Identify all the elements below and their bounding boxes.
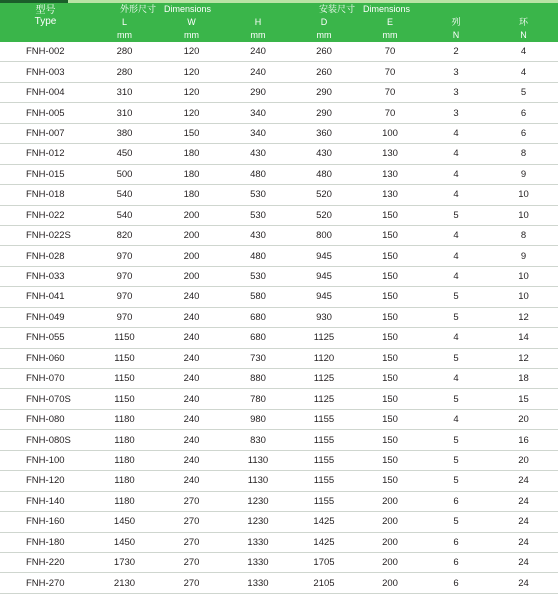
cell-rows-count: 5 <box>423 471 489 491</box>
cell-d: 945 <box>291 246 357 266</box>
cell-d: 1155 <box>291 430 357 450</box>
table-row <box>0 266 558 286</box>
cell-w: 240 <box>158 328 225 348</box>
table-row <box>0 389 558 409</box>
cell-w: 240 <box>158 348 225 368</box>
cell-e: 200 <box>357 552 423 572</box>
cell-e: 150 <box>357 307 423 327</box>
install-dimensions-label-en-cell <box>357 3 423 16</box>
cell-rows-count: 3 <box>423 82 489 102</box>
cell-h: 780 <box>225 389 291 409</box>
table-row <box>0 430 558 450</box>
cell-e: 70 <box>357 42 423 62</box>
cell-rings-count: 10 <box>489 266 558 286</box>
cell-h: 240 <box>225 42 291 62</box>
cell-model: FNH-003 <box>0 62 91 82</box>
cell-model: FNH-270 <box>0 573 91 593</box>
cell-e: 200 <box>357 491 423 511</box>
cell-e: 200 <box>357 532 423 552</box>
cell-l: 1150 <box>91 369 158 389</box>
unit-h: mm <box>225 29 291 42</box>
cell-d: 1155 <box>291 491 357 511</box>
cell-rows-count: 4 <box>423 409 489 429</box>
table-row <box>0 552 558 572</box>
cell-l: 1180 <box>91 471 158 491</box>
cell-d: 800 <box>291 225 357 245</box>
cell-h: 530 <box>225 185 291 205</box>
cell-l: 380 <box>91 123 158 143</box>
cell-w: 270 <box>158 532 225 552</box>
cell-e: 150 <box>357 471 423 491</box>
type-header-cn: 型号 <box>35 5 56 16</box>
header-spacer <box>489 3 558 16</box>
table-row <box>0 144 558 164</box>
cell-l: 1180 <box>91 409 158 429</box>
cell-e: 150 <box>357 205 423 225</box>
cell-rings-count: 20 <box>489 450 558 470</box>
cell-model: FNH-070S <box>0 389 91 409</box>
cell-rings-count: 24 <box>489 471 558 491</box>
cell-rings-count: 18 <box>489 369 558 389</box>
column-header-rings-count: 环 <box>489 16 558 29</box>
cell-rows-count: 2 <box>423 42 489 62</box>
cell-h: 1330 <box>225 552 291 572</box>
cell-h: 1330 <box>225 573 291 593</box>
cell-e: 130 <box>357 164 423 184</box>
cell-model: FNH-022 <box>0 205 91 225</box>
cell-model: FNH-022S <box>0 225 91 245</box>
outer-dimensions-label-cn: 外形尺寸 <box>119 4 156 14</box>
outer-dimensions-label-cn-cell <box>91 3 158 16</box>
cell-rings-count: 24 <box>489 552 558 572</box>
cell-rings-count: 5 <box>489 82 558 102</box>
cell-d: 1425 <box>291 532 357 552</box>
table-row <box>0 450 558 470</box>
cell-l: 1150 <box>91 328 158 348</box>
cell-w: 180 <box>158 185 225 205</box>
install-dimensions-label-en: Dimensions <box>363 4 411 14</box>
cell-w: 120 <box>158 42 225 62</box>
cell-e: 70 <box>357 62 423 82</box>
cell-e: 200 <box>357 512 423 532</box>
cell-e: 200 <box>357 573 423 593</box>
cell-h: 980 <box>225 409 291 429</box>
outer-dimensions-label-en: Dimensions <box>164 4 212 14</box>
unit-w: mm <box>158 29 225 42</box>
cell-rows-count: 5 <box>423 389 489 409</box>
column-header-rows-count: 列 <box>423 16 489 29</box>
cell-d: 1155 <box>291 471 357 491</box>
cell-d: 480 <box>291 164 357 184</box>
cell-e: 100 <box>357 123 423 143</box>
cell-e: 150 <box>357 348 423 368</box>
cell-model: FNH-049 <box>0 307 91 327</box>
cell-model: FNH-070 <box>0 369 91 389</box>
cell-w: 240 <box>158 389 225 409</box>
cell-l: 500 <box>91 164 158 184</box>
cell-model: FNH-080 <box>0 409 91 429</box>
cell-rings-count: 16 <box>489 430 558 450</box>
cell-w: 240 <box>158 307 225 327</box>
cell-rows-count: 5 <box>423 430 489 450</box>
cell-rings-count: 4 <box>489 42 558 62</box>
cell-rings-count: 24 <box>489 491 558 511</box>
header-spacer <box>423 3 489 16</box>
cell-h: 1130 <box>225 450 291 470</box>
cell-rings-count: 6 <box>489 103 558 123</box>
cell-w: 240 <box>158 450 225 470</box>
cell-rows-count: 3 <box>423 62 489 82</box>
cell-d: 1120 <box>291 348 357 368</box>
table-row <box>0 409 558 429</box>
cell-d: 1125 <box>291 389 357 409</box>
cell-w: 200 <box>158 225 225 245</box>
cell-h: 1230 <box>225 491 291 511</box>
cell-e: 150 <box>357 266 423 286</box>
cell-rings-count: 12 <box>489 307 558 327</box>
cell-e: 150 <box>357 450 423 470</box>
cell-rings-count: 10 <box>489 205 558 225</box>
table-row <box>0 287 558 307</box>
cell-h: 680 <box>225 328 291 348</box>
cell-w: 240 <box>158 471 225 491</box>
cell-rows-count: 4 <box>423 369 489 389</box>
cell-w: 270 <box>158 512 225 532</box>
table-row <box>0 348 558 368</box>
cell-d: 520 <box>291 205 357 225</box>
cell-rings-count: 24 <box>489 532 558 552</box>
cell-d: 360 <box>291 123 357 143</box>
cell-rows-count: 5 <box>423 348 489 368</box>
cell-l: 970 <box>91 307 158 327</box>
cell-model: FNH-055 <box>0 328 91 348</box>
cell-rings-count: 24 <box>489 573 558 593</box>
cell-h: 1230 <box>225 512 291 532</box>
header-spacer <box>225 3 291 16</box>
cell-rings-count: 9 <box>489 246 558 266</box>
table-row <box>0 123 558 143</box>
cell-l: 310 <box>91 103 158 123</box>
table-row <box>0 42 558 62</box>
cell-d: 290 <box>291 103 357 123</box>
cell-l: 1450 <box>91 532 158 552</box>
cell-rings-count: 8 <box>489 225 558 245</box>
column-header-d: D <box>291 16 357 29</box>
cell-w: 200 <box>158 266 225 286</box>
cell-w: 270 <box>158 573 225 593</box>
cell-rings-count: 4 <box>489 62 558 82</box>
cell-h: 480 <box>225 164 291 184</box>
table-row <box>0 471 558 491</box>
cell-l: 1180 <box>91 450 158 470</box>
cell-l: 450 <box>91 144 158 164</box>
column-header-l: L <box>91 16 158 29</box>
cell-model: FNH-120 <box>0 471 91 491</box>
cell-rows-count: 6 <box>423 491 489 511</box>
cell-l: 970 <box>91 246 158 266</box>
unit-rows-count: N <box>423 29 489 42</box>
cell-rows-count: 6 <box>423 532 489 552</box>
cell-e: 150 <box>357 430 423 450</box>
cell-model: FNH-100 <box>0 450 91 470</box>
cell-l: 1180 <box>91 491 158 511</box>
cell-h: 1330 <box>225 532 291 552</box>
cell-rings-count: 15 <box>489 389 558 409</box>
cell-l: 540 <box>91 185 158 205</box>
cell-e: 150 <box>357 287 423 307</box>
cell-rings-count: 10 <box>489 287 558 307</box>
cell-model: FNH-007 <box>0 123 91 143</box>
cell-l: 2130 <box>91 573 158 593</box>
cell-model: FNH-041 <box>0 287 91 307</box>
cell-e: 150 <box>357 328 423 348</box>
cell-l: 280 <box>91 62 158 82</box>
cell-rows-count: 4 <box>423 266 489 286</box>
cell-l: 1150 <box>91 348 158 368</box>
table-row <box>0 103 558 123</box>
dimensions-table <box>0 3 558 594</box>
cell-l: 820 <box>91 225 158 245</box>
cell-d: 260 <box>291 42 357 62</box>
cell-d: 1155 <box>291 450 357 470</box>
cell-e: 130 <box>357 144 423 164</box>
cell-w: 240 <box>158 287 225 307</box>
table-row <box>0 82 558 102</box>
cell-model: FNH-015 <box>0 164 91 184</box>
table-row <box>0 512 558 532</box>
cell-rows-count: 6 <box>423 552 489 572</box>
cell-h: 730 <box>225 348 291 368</box>
cell-d: 1425 <box>291 512 357 532</box>
cell-h: 290 <box>225 82 291 102</box>
cell-h: 340 <box>225 103 291 123</box>
column-header-w: W <box>158 16 225 29</box>
table-row <box>0 62 558 82</box>
cell-l: 310 <box>91 82 158 102</box>
cell-l: 1180 <box>91 430 158 450</box>
cell-model: FNH-004 <box>0 82 91 102</box>
cell-d: 2105 <box>291 573 357 593</box>
cell-h: 430 <box>225 225 291 245</box>
column-header-e: E <box>357 16 423 29</box>
cell-h: 480 <box>225 246 291 266</box>
cell-model: FNH-060 <box>0 348 91 368</box>
cell-rows-count: 4 <box>423 225 489 245</box>
cell-model: FNH-018 <box>0 185 91 205</box>
cell-rings-count: 8 <box>489 144 558 164</box>
cell-l: 280 <box>91 42 158 62</box>
cell-rows-count: 6 <box>423 573 489 593</box>
header-row-groups <box>0 3 558 16</box>
cell-w: 120 <box>158 103 225 123</box>
cell-model: FNH-180 <box>0 532 91 552</box>
cell-model: FNH-160 <box>0 512 91 532</box>
cell-l: 970 <box>91 266 158 286</box>
unit-e: mm <box>357 29 423 42</box>
table-row <box>0 246 558 266</box>
cell-d: 930 <box>291 307 357 327</box>
cell-rows-count: 5 <box>423 512 489 532</box>
cell-rows-count: 4 <box>423 328 489 348</box>
cell-e: 130 <box>357 185 423 205</box>
cell-h: 530 <box>225 205 291 225</box>
cell-w: 270 <box>158 552 225 572</box>
cell-rings-count: 14 <box>489 328 558 348</box>
unit-header-spacer <box>0 29 91 42</box>
cell-h: 240 <box>225 62 291 82</box>
cell-rings-count: 10 <box>489 185 558 205</box>
cell-w: 180 <box>158 144 225 164</box>
cell-e: 150 <box>357 369 423 389</box>
cell-e: 150 <box>357 389 423 409</box>
cell-d: 260 <box>291 62 357 82</box>
cell-l: 540 <box>91 205 158 225</box>
table-row <box>0 369 558 389</box>
cell-d: 1155 <box>291 409 357 429</box>
install-dimensions-label-cn-cell <box>291 3 357 16</box>
table-row <box>0 205 558 225</box>
cell-w: 200 <box>158 246 225 266</box>
cell-rows-count: 4 <box>423 144 489 164</box>
cell-rows-count: 4 <box>423 164 489 184</box>
table-row <box>0 225 558 245</box>
cell-l: 1730 <box>91 552 158 572</box>
cell-model: FNH-080S <box>0 430 91 450</box>
cell-rows-count: 5 <box>423 205 489 225</box>
install-dimensions-label-cn: 安装尺寸 <box>318 4 355 14</box>
cell-rows-count: 5 <box>423 287 489 307</box>
cell-h: 580 <box>225 287 291 307</box>
cell-w: 120 <box>158 82 225 102</box>
cell-rows-count: 3 <box>423 103 489 123</box>
cell-w: 240 <box>158 430 225 450</box>
cell-e: 150 <box>357 225 423 245</box>
table-row <box>0 573 558 593</box>
cell-model: FNH-012 <box>0 144 91 164</box>
cell-h: 530 <box>225 266 291 286</box>
cell-w: 240 <box>158 369 225 389</box>
table-row <box>0 532 558 552</box>
cell-rings-count: 24 <box>489 512 558 532</box>
cell-e: 70 <box>357 103 423 123</box>
cell-w: 240 <box>158 409 225 429</box>
cell-rings-count: 20 <box>489 409 558 429</box>
table-row <box>0 491 558 511</box>
cell-w: 200 <box>158 205 225 225</box>
type-column-header <box>0 3 91 29</box>
cell-d: 520 <box>291 185 357 205</box>
table-row <box>0 164 558 184</box>
cell-d: 430 <box>291 144 357 164</box>
column-header-h: H <box>225 16 291 29</box>
cell-rows-count: 5 <box>423 450 489 470</box>
unit-d: mm <box>291 29 357 42</box>
cell-l: 1150 <box>91 389 158 409</box>
cell-rings-count: 12 <box>489 348 558 368</box>
cell-d: 1705 <box>291 552 357 572</box>
table-row <box>0 307 558 327</box>
cell-w: 150 <box>158 123 225 143</box>
cell-w: 120 <box>158 62 225 82</box>
table-header <box>0 3 558 42</box>
cell-rings-count: 6 <box>489 123 558 143</box>
table-body <box>0 42 558 593</box>
unit-l: mm <box>91 29 158 42</box>
type-header-en: Type <box>34 16 57 27</box>
cell-h: 1130 <box>225 471 291 491</box>
cell-model: FNH-033 <box>0 266 91 286</box>
cell-e: 150 <box>357 409 423 429</box>
cell-rows-count: 5 <box>423 307 489 327</box>
cell-w: 180 <box>158 164 225 184</box>
outer-dimensions-label-en-cell <box>158 3 225 16</box>
cell-model: FNH-028 <box>0 246 91 266</box>
cell-d: 945 <box>291 287 357 307</box>
cell-e: 70 <box>357 82 423 102</box>
cell-d: 1125 <box>291 369 357 389</box>
cell-h: 880 <box>225 369 291 389</box>
table-row <box>0 185 558 205</box>
cell-model: FNH-220 <box>0 552 91 572</box>
cell-model: FNH-140 <box>0 491 91 511</box>
header-row-units <box>0 29 558 42</box>
cell-h: 680 <box>225 307 291 327</box>
cell-e: 150 <box>357 246 423 266</box>
cell-rows-count: 4 <box>423 246 489 266</box>
cell-d: 945 <box>291 266 357 286</box>
cell-l: 970 <box>91 287 158 307</box>
cell-model: FNH-005 <box>0 103 91 123</box>
cell-l: 1450 <box>91 512 158 532</box>
unit-rings-count: N <box>489 29 558 42</box>
cell-rows-count: 4 <box>423 185 489 205</box>
cell-rings-count: 9 <box>489 164 558 184</box>
cell-d: 290 <box>291 82 357 102</box>
cell-h: 430 <box>225 144 291 164</box>
cell-h: 340 <box>225 123 291 143</box>
cell-model: FNH-002 <box>0 42 91 62</box>
table-row <box>0 328 558 348</box>
cell-w: 270 <box>158 491 225 511</box>
cell-d: 1125 <box>291 328 357 348</box>
cell-h: 830 <box>225 430 291 450</box>
cell-rows-count: 4 <box>423 123 489 143</box>
